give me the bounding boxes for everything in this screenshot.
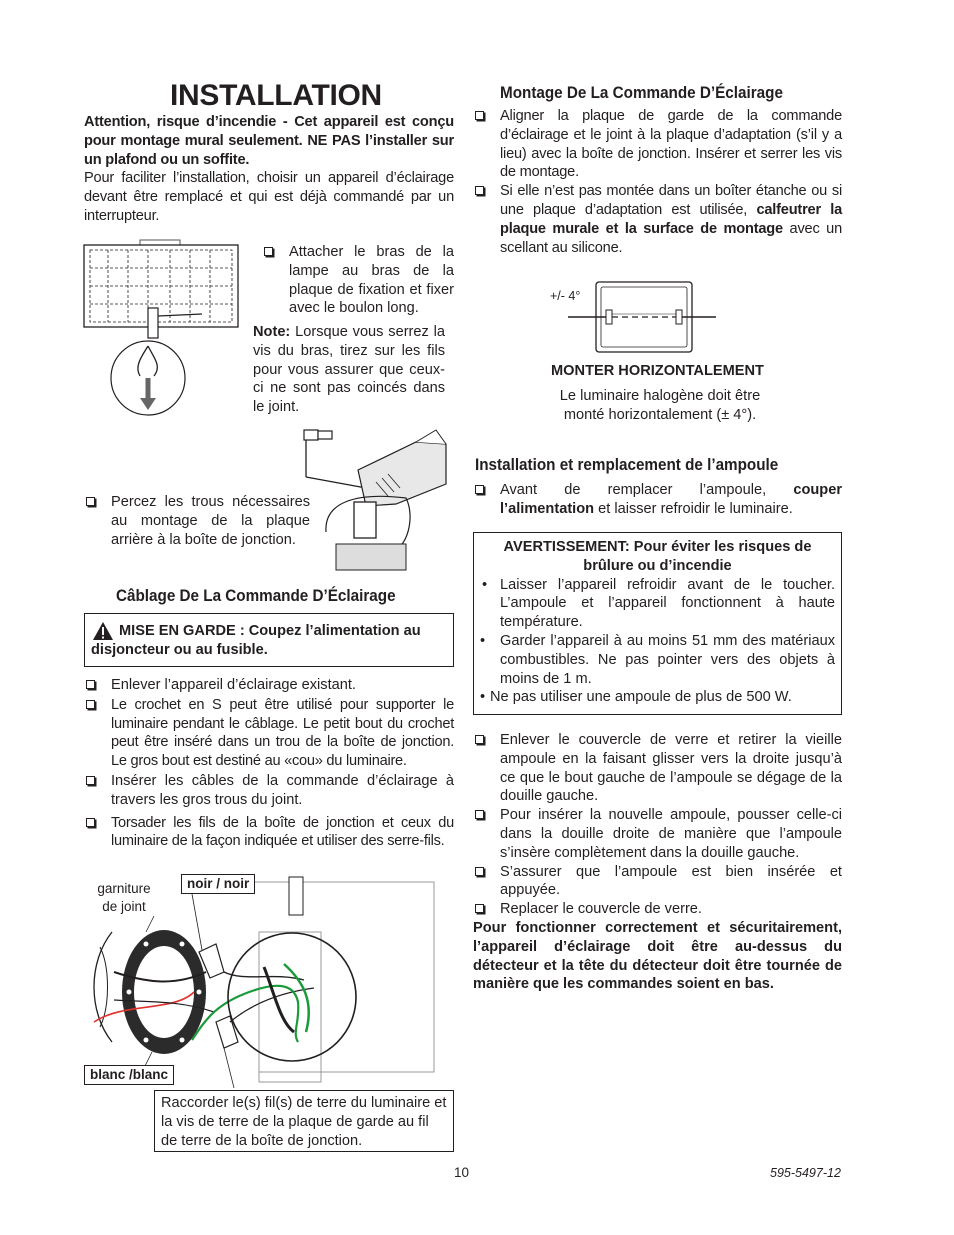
wiring-step-text: Enlever l’appareil d’éclairage existant. (111, 677, 356, 693)
wiring-step (84, 814, 454, 852)
bulb-step-text: Replacer le couvercle de verre. (500, 901, 702, 918)
checkbox-icon (475, 867, 484, 876)
bulb-step (473, 731, 842, 806)
step-drill-text: Percez les trous nécessaires au montage de la plaque arrière à la boîte de jonction. (111, 494, 310, 548)
checkbox-icon (475, 186, 484, 195)
warning-item-text: Garder l’appareil à au moins 51 mm des matériaux combustibles. Ne pas pointer vers des objets à moins de 1 m. (500, 632, 835, 687)
mount-steps (473, 107, 842, 257)
wiring-step (84, 772, 454, 810)
wiring-step-text: Torsader les fils de la boîte de jonction et ceux du luminaire de la façon indiquée et utiliser des serre-fils. (111, 814, 454, 850)
ground-note: Raccorder le(s) fil(s) de terre du luminaire et la vis de terre de la plaque de garde au fil de terre de la boîte de jonction. (161, 1095, 447, 1149)
wiring-steps (84, 676, 454, 851)
angle-label: +/- 4° (550, 289, 581, 303)
wiring-step-text: Insérer les câbles de la commande d’éclairage à travers les gros trous du joint. (111, 772, 454, 808)
bulb-step-text: Enlever le couvercle de verre et retirer la vieille ampoule en la faisant glisser vers la droite jusqu’à ce que le bout gauche de l’ampoule se dégage de la douille gauche. (500, 732, 842, 805)
step-drill (84, 493, 310, 549)
note-text: Lorsque vous serrez la vis du bras, tirez sur les fils pour vous assurer que ceux-ci ne sont pas coincés dans le joint. (253, 324, 445, 416)
caution-text: MISE EN GARDE : Coupez l’alimentation au disjoncteur ou au fusible. (91, 623, 421, 658)
checkbox-icon (264, 247, 273, 256)
checkbox-icon (86, 776, 95, 785)
mount-step-text: Si elle n’est pas montée dans un boîter étanche ou si une plaque d’adaptation est utilisée, (500, 183, 842, 218)
checkbox-icon (86, 497, 95, 506)
mount-heading: Montage De La Commande D’Éclairage (500, 84, 783, 102)
label-black-black: noir / noir (181, 874, 255, 894)
checkbox-icon (475, 904, 484, 913)
bulb-steps (473, 731, 842, 994)
mount-step (473, 107, 842, 182)
wiring-step-text: Le crochet en S peut être utilisé pour supporter le luminaire pendant le câblage. Le petit bout du crochet peut être inséré dans un trou de la boîte de jonction. Le gros bout est destiné au «cou» du luminaire. (111, 696, 454, 770)
mount-caption: MONTER HORIZONTALEMENT (551, 363, 764, 379)
drill-figure (296, 422, 456, 572)
step-arm (262, 243, 454, 318)
caution-box (84, 613, 454, 667)
mount-caption-detail: Le luminaire halogène doit être monté horizontalement (± 4°). (559, 388, 761, 423)
bulb-precaution-emphasis: couper l’alimentation (500, 482, 842, 517)
bulb-step-text: Pour insérer la nouvelle ampoule, pousser celle-ci dans la douille droite de manière que l’ampoule s’insère complètement dans la douille gauche. (500, 807, 842, 861)
warning-triangle-icon (92, 621, 114, 641)
mount-step-emphasis: calfeutrer la plaque murale et la surface de montage (500, 201, 842, 237)
wiring-step (84, 676, 454, 695)
warning-item: • Laisser l’appareil refroidir avant de le toucher. L’ampoule et l’appareil fonctionnent à haute température. (482, 576, 835, 631)
checkbox-icon (86, 818, 95, 827)
checkbox-icon (475, 735, 484, 744)
checkbox-icon (86, 700, 95, 709)
page-number: 10 (454, 1165, 470, 1180)
label-gasket: garniture de joint (97, 881, 151, 914)
warning-item: • Ne pas utiliser une ampoule de plus de 500 W. (480, 689, 792, 706)
bulb-step (473, 806, 842, 862)
wiring-heading: Câblage De La Commande D’Éclairage (116, 587, 396, 605)
warning-item: • Garder l’appareil à au moins 51 mm des matériaux combustibles. Ne pas pointer vers des objets à moins de 1 m. (480, 632, 835, 687)
bulb-step (473, 900, 842, 919)
step-arm-text: Attacher le bras de la lampe au bras de la plaque de fixation et fixer avec le boulon long. (289, 244, 454, 317)
checkbox-icon (86, 680, 95, 689)
bulb-step (473, 863, 842, 901)
mount-step (473, 182, 842, 257)
note-block (253, 323, 445, 417)
page-title: INSTALLATION (170, 79, 382, 112)
mount-step-text: avec un scellant au silicone. (500, 220, 842, 256)
intro-text: Pour faciliter l’installation, choisir un appareil d’éclairage devant être remplacé et qui est déjà commandé par un interrupteur. (84, 170, 454, 224)
horizontal-mount-figure (566, 280, 718, 356)
bulb-precaution-text: Avant de remplacer l’ampoule, (500, 482, 794, 498)
bulb-step-text: S’assurer que l’ampoule est bien insérée et appuyée. (500, 863, 842, 899)
checkbox-icon (475, 485, 484, 494)
note-label: Note: (253, 324, 291, 340)
bulb-precaution-text: et laisser refroidir le luminaire. (594, 500, 793, 517)
final-note: Pour fonctionner correctement et sécuritairement, l’appareil d’éclairage doit être au-dessus du détecteur et la tête du détecteur doit être tournée de manière que les commandes soient en bas. (473, 919, 842, 993)
bulb-heading: Installation et remplacement de l’ampoule (475, 456, 779, 474)
warning-item-text: Laisser l’appareil refroidir avant de le toucher. L’ampoule et l’appareil fonctionnent à haute température. (500, 576, 835, 631)
fire-warning: Attention, risque d’incendie - Cet appareil est conçu pour montage mural seulement. NE PAS l’installer sur un plafond ou un soffite. (84, 114, 454, 168)
warning-box (473, 532, 842, 715)
ground-note-box (154, 1090, 454, 1152)
wiring-step (84, 696, 454, 771)
mount-step-text: Aligner la plaque de garde de la commande d’éclairage et le joint à la plaque d’adaptation (s’il y a lieu) avec la boîte de jonction. Insérer et serrer les vis de montage. (500, 108, 842, 181)
mounting-plate-figure (82, 238, 252, 416)
warning-item-text: Ne pas utiliser une ampoule de plus de 500 W. (490, 689, 792, 706)
checkbox-icon (475, 111, 484, 120)
warning-title: AVERTISSEMENT: Pour éviter les risques de brûlure ou d’incendie (503, 539, 812, 574)
checkbox-icon (475, 810, 484, 819)
document-number: 595-5497-12 (770, 1166, 841, 1180)
bulb-precaution (473, 481, 842, 519)
intro-block (84, 113, 454, 226)
label-white-white: blanc /blanc (84, 1065, 174, 1085)
